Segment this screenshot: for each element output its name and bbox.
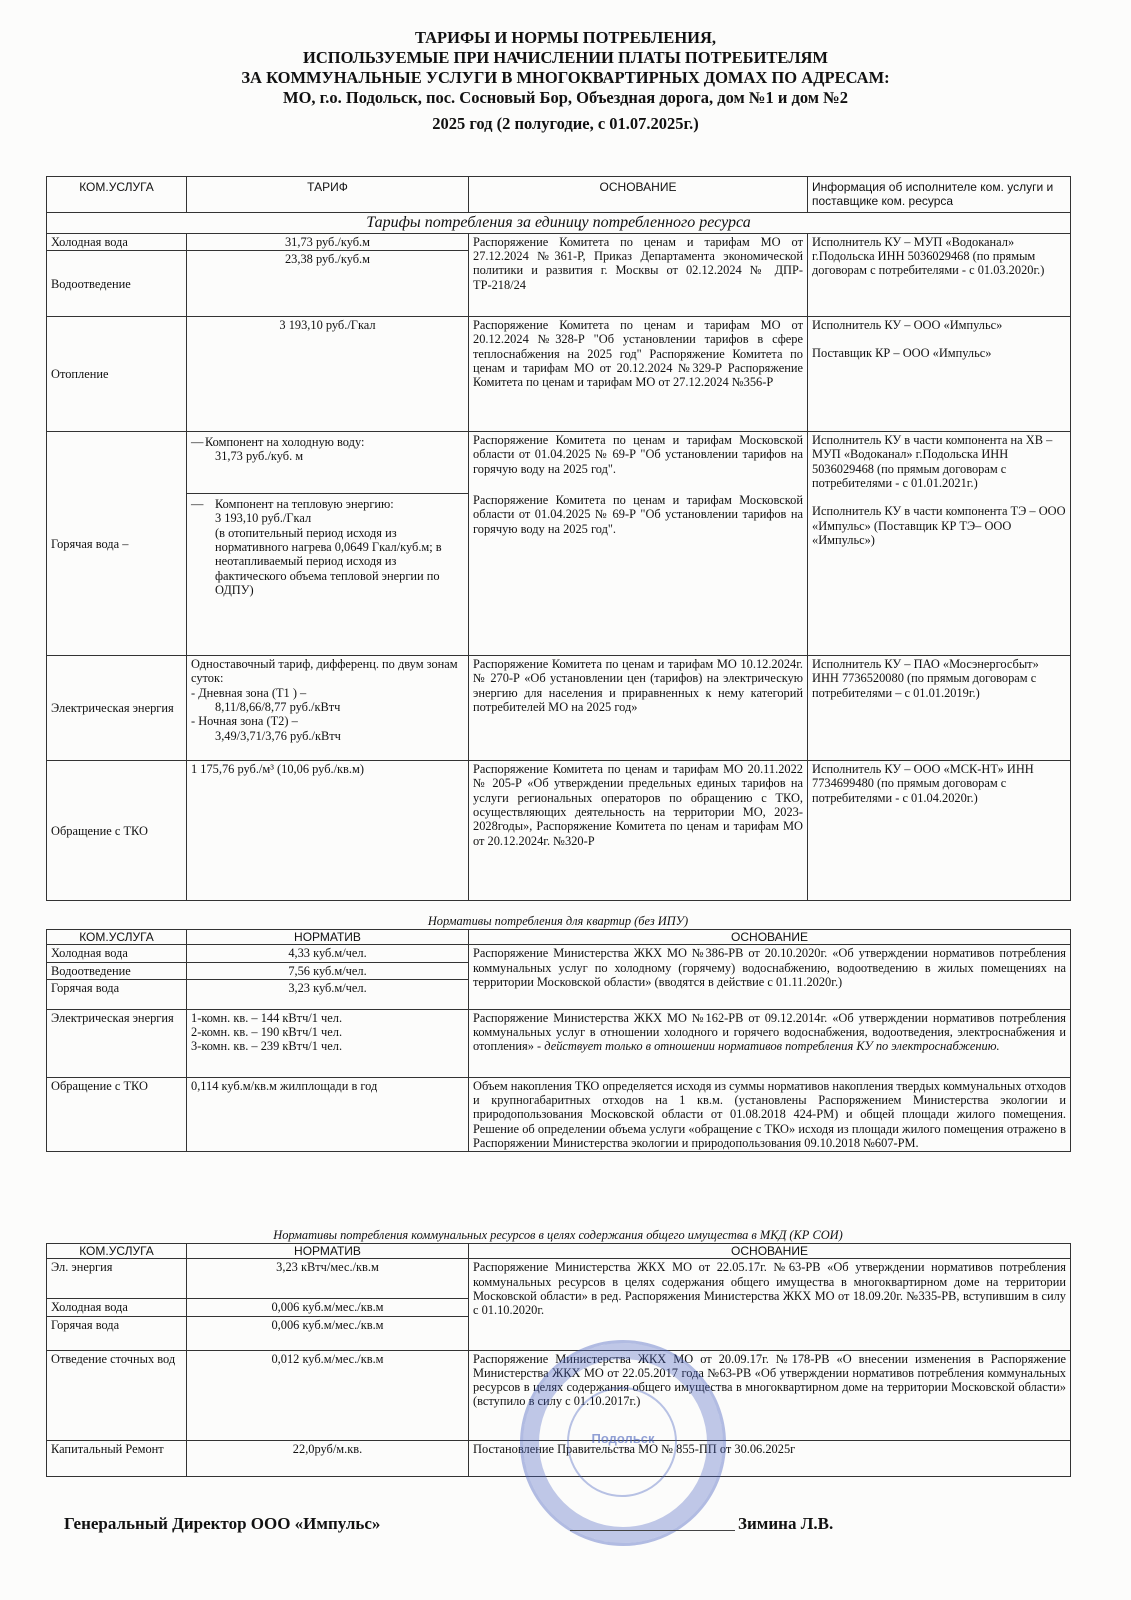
- norm-2-room: 2-комн. кв. – 190 кВтч/1 чел.: [191, 1025, 343, 1040]
- component-2-title: Компонент на тепловую энергию:: [215, 497, 394, 512]
- common-norm-sewage: 0,012 куб.м/мес./кв.м: [187, 1350, 469, 1440]
- common-norm-capital-repair: 22,0руб/м.кв.: [187, 1440, 469, 1476]
- stamp-city: Подольск: [591, 1431, 655, 1446]
- provider-heating-executor: Исполнитель КУ – ООО «Импульс»: [812, 318, 1003, 333]
- provider-hot-water: [808, 432, 1071, 656]
- norm-service-hot-water: Горячая вода: [47, 979, 187, 1009]
- basis-hot-water-2: Распоряжение Комитета по ценам и тарифам Московской области от 01.04.2025 № 69-Р "Об установлении тарифов на горячую воду на 2025 год".: [473, 493, 803, 536]
- document-title: [0, 28, 1131, 134]
- norm-value-electricity: [187, 1009, 469, 1077]
- director-name: Зимина Л.В.: [738, 1514, 834, 1533]
- norm-basis-tko: Объем накопления ТКО определяется исходя из суммы нормативов накопления твердых коммунальных отходов и крупногабаритных отходов на 1 кв.м. (установлены Распоряжением Министерства экологии и природопользования Московской области от 01.08.2018 424-РМ) и общей площади жилого помещения. Решение об определении объема услуги «обращение с ТКО» исходя из площади жилого помещения отражено в Распоряжении Министерства экологии и природопользования 09.10.2018 №607-РМ.: [469, 1077, 1071, 1151]
- norm-value-tko: 0,114 куб.м/кв.м жилплощади в год: [187, 1077, 469, 1151]
- table-row: [47, 317, 1071, 432]
- apartment-norms-table: [46, 929, 1071, 1152]
- service-hot-water: Горячая вода –: [47, 432, 187, 656]
- table-row: [47, 1009, 1071, 1077]
- provider-heating: [808, 317, 1071, 432]
- director-position: Генеральный Директор ООО «Импульс»: [64, 1514, 381, 1533]
- provider-heating-supplier: Поставщик КР – ООО «Импульс»: [812, 346, 992, 361]
- hot-water-component-1: [187, 432, 468, 494]
- component-1-value: 31,73 руб./куб. м: [215, 449, 304, 464]
- basis-electricity: Распоряжение Комитета по ценам и тарифам МО 10.12.2024г. № 270-Р «Об установлении цен (тарифов) на электрическую энергию для населения и приравненных к нему категорий потребителей МО на 2025 год»: [469, 656, 808, 761]
- col-header-service: КОМ.УСЛУГА: [47, 1244, 187, 1259]
- table-row: [47, 656, 1071, 761]
- col-header-basis: ОСНОВАНИЕ: [469, 1244, 1071, 1259]
- component-2-note: (в отопительный период исходя из нормативного нагрева 0,0649 Гкал/куб.м; в неотапливаемый период исходя из фактического объема тепловой энергии по ОДПУ): [215, 525, 442, 597]
- col-header-service: КОМ.УСЛУГА: [47, 930, 187, 945]
- title-address: МО, г.о. Подольск, пос. Сосновый Бор, Объездная дорога, дом №1 и дом №2: [283, 88, 848, 107]
- dash-icon: —: [191, 497, 204, 512]
- tariff-tko: 1 175,76 руб./м³ (10,06 руб./кв.м): [187, 761, 469, 901]
- tariff-hot-water: [187, 432, 469, 656]
- common-service-sewage: Отведение сточных вод: [47, 1350, 187, 1440]
- title-line-1: ТАРИФЫ И НОРМЫ ПОТРЕБЛЕНИЯ,: [414, 28, 717, 47]
- provider-electricity: Исполнитель КУ – ПАО «Мосэнергосбыт» ИНН 7736520080 (по прямым договорам с потребителями – с 01.01.2019г.): [808, 656, 1071, 761]
- tariffs-table: [46, 176, 1071, 901]
- provider-water: Исполнитель КУ – МУП «Водоканал» г.Подольска ИНН 5036029468 (по прямым договорам с потребителями - с 01.03.2020г.): [808, 233, 1071, 316]
- norm-1-room: 1-комн. кв. – 144 кВтч/1 чел.: [191, 1010, 343, 1025]
- norm-value-drainage: 7,56 куб.м/чел.: [187, 962, 469, 979]
- common-service-cold-water: Холодная вода: [47, 1299, 187, 1316]
- signature-line: [570, 1530, 735, 1531]
- tariffs-subheader: Тарифы потребления за единицу потребленного ресурса: [47, 212, 1071, 233]
- norm-service-electricity: Электрическая энергия: [47, 1009, 187, 1077]
- common-basis-1: Распоряжение Министерства ЖКХ МО от 22.05.17г. №63-РВ «Об утверждении нормативов потребления коммунальных ресурсов в целях содержания общего имущества в многоквартирном доме на территории Московской области» в ред. Распоряжения Министерства ЖКХ МО от 18.09.20г. №335-РВ, вступившим в силу с 01.10.2020г.: [469, 1259, 1071, 1350]
- basis-hot-water: [469, 432, 808, 656]
- norm-basis-electricity-text: Распоряжение Министерства ЖКХ МО №162-РВ от 09.12.2014г. «Об утверждении нормативов потребления коммунальных услуг в отношении холодного и горячего водоснабжения, водоотведения, электроснабжения и отопления» -: [473, 1010, 1066, 1054]
- official-stamp: [520, 1340, 726, 1546]
- common-header-row: [47, 1244, 1071, 1259]
- basis-water: Распоряжение Комитета по ценам и тарифам МО от 27.12.2024 №361-Р, Приказ Департамента экономической политики и развития г. Москвы от 02.12.2024 № ДПР-ТР-218/24: [469, 233, 808, 316]
- table-row: [47, 1259, 1071, 1299]
- apartment-norms-caption: Нормативы потребления для квартир (без ИПУ): [427, 914, 689, 928]
- norm-basis-electricity-note: действует только в отношении нормативов потребления КУ по электроснабжению.: [544, 1039, 1000, 1054]
- tariff-heating: 3 193,10 руб./Гкал: [187, 317, 469, 432]
- table-row: [47, 432, 1071, 656]
- title-line-3: ЗА КОММУНАЛЬНЫЕ УСЛУГИ В МНОГОКВАРТИРНЫХ ДОМАХ ПО АДРЕСАМ:: [241, 68, 890, 87]
- night-zone-label: - Ночная зона (Т2) –: [191, 714, 298, 729]
- hot-water-component-2: [187, 494, 468, 600]
- norm-basis-electricity: [469, 1009, 1071, 1077]
- common-norm-hot-water: 0,006 куб.м/мес./кв.м: [187, 1316, 469, 1350]
- common-service-capital-repair: Капитальный Ремонт: [47, 1440, 187, 1476]
- tariff-drainage: 23,38 руб./куб.м: [187, 251, 469, 317]
- basis-hot-water-1: Распоряжение Комитета по ценам и тарифам Московской области от 01.04.2025 № 69-Р "Об установлении тарифов на горячую воду на 2025 год".: [473, 433, 803, 476]
- basis-heating: Распоряжение Комитета по ценам и тарифам МО от 20.12.2024 №328-Р "Об установлении тарифов в сфере теплоснабжения на 2025 год" Распоряжение Комитета по ценам и тарифам МО от 20.12.2024 №329-Р Распоряжение Комитета по ценам и тарифам МО от 27.12.2024 №356-Р: [469, 317, 808, 432]
- component-2-value: 3 193,10 руб./Гкал: [215, 511, 312, 526]
- col-header-provider: Информация об исполнителе ком. услуги и поставщике ком. ресурса: [808, 177, 1071, 213]
- col-header-norm: НОРМАТИВ: [187, 930, 469, 945]
- component-1-title: Компонент на холодную воду:: [205, 435, 365, 450]
- common-norm-electricity: 3,23 кВтч/мес./кв.м: [187, 1259, 469, 1299]
- service-drainage: Водоотведение: [47, 251, 187, 317]
- provider-tko: Исполнитель КУ – ООО «МСК-НТ» ИНН 7734699480 (по прямым договорам с потребителями - с 01.04.2020г.): [808, 761, 1071, 901]
- day-zone-value: 8,11/8,66/8,77 руб./кВтч: [215, 700, 341, 715]
- table-row: [47, 761, 1071, 901]
- col-header-tariff: ТАРИФ: [187, 177, 469, 213]
- title-period: 2025 год (2 полугодие, с 01.07.2025г.): [432, 114, 699, 133]
- col-header-service: КОМ.УСЛУГА: [47, 177, 187, 213]
- common-basis-sewage: Распоряжение Министерства ЖКХ МО от 20.09.17г. №178-РВ «О внесении изменения в Распоряжение Министерства ЖКХ МО от 22.05.2017 года №63-РВ «Об утверждении нормативов потребления коммунальных ресурсов в целях содержания общего имущества в многоквартирном доме на территории Московской области» (вступило в силу с 01.10.2017г.): [469, 1350, 1071, 1440]
- col-header-norm: НОРМАТИВ: [187, 1244, 469, 1259]
- norm-3-room: 3-комн. кв. – 239 кВтч/1 чел.: [191, 1039, 343, 1054]
- tariff-electricity: [187, 656, 469, 761]
- common-basis-capital-repair: Постановление Правительства МО № 855-ПП от 30.06.2025г: [469, 1440, 1071, 1476]
- service-electricity: Электрическая энергия: [47, 656, 187, 761]
- common-service-electricity: Эл. энергия: [47, 1259, 187, 1299]
- norm-service-cold-water: Холодная вода: [47, 945, 187, 962]
- tariff-cold-water: 31,73 руб./куб.м: [187, 233, 469, 250]
- service-cold-water: Холодная вода: [47, 233, 187, 250]
- tariffs-subheader-row: [47, 212, 1071, 233]
- col-header-basis: ОСНОВАНИЕ: [469, 177, 808, 213]
- night-zone-value: 3,49/3,71/3,76 руб./кВтч: [215, 728, 341, 743]
- norms-header-row: [47, 930, 1071, 945]
- electricity-tariff-title: Одноставочный тариф, дифференц. по двум зонам суток:: [191, 657, 458, 686]
- norm-basis-water: Распоряжение Министерства ЖКХ МО №386-РВ от 20.10.2020г. «Об утверждении нормативов потребления коммунальных услуг по холодному (горячему) водоснабжению, водоотведению в жилых помещениях на территории Московской области» (вводятся в действие с 01.11.2020г.): [469, 945, 1071, 1010]
- day-zone-label: - Дневная зона (Т1 ) –: [191, 685, 307, 700]
- common-property-caption: Нормативы потребления коммунальных ресурсов в целях содержания общего имущества в МКД (КР СОИ): [273, 1228, 843, 1242]
- service-heating: Отопление: [47, 317, 187, 432]
- col-header-basis: ОСНОВАНИЕ: [469, 930, 1071, 945]
- basis-tko: Распоряжение Комитета по ценам и тарифам МО 20.11.2022 № 205-Р «Об утверждении предельных единых тарифов на услуги региональных операторов по обращению с ТКО, осуществляющих деятельность на территории МО, 2023-2028годы», Распоряжение Комитета по ценам и тарифам МО от 20.12.2024г. №320-Р: [469, 761, 808, 901]
- norm-value-hot-water: 3,23 куб.м/чел.: [187, 979, 469, 1009]
- service-tko: Обращение с ТКО: [47, 761, 187, 901]
- table-row: [47, 945, 1071, 962]
- provider-hot-water-1: Исполнитель КУ в части компонента на ХВ – МУП «Водоканал» г.Подольска ИНН 5036029468 (по прямым договорам с потребителями - с 01.01.2021г.): [812, 433, 1053, 491]
- common-norm-cold-water: 0,006 куб.м/мес./кв.м: [187, 1299, 469, 1316]
- title-line-2: ИСПОЛЬЗУЕМЫЕ ПРИ НАЧИСЛЕНИИ ПЛАТЫ ПОТРЕБИТЕЛЯМ: [303, 48, 828, 67]
- norm-value-cold-water: 4,33 куб.м/чел.: [187, 945, 469, 962]
- dash-icon: —: [191, 435, 204, 450]
- norm-service-drainage: Водоотведение: [47, 962, 187, 979]
- table-row: [47, 1077, 1071, 1151]
- norm-service-tko: Обращение с ТКО: [47, 1077, 187, 1151]
- table-row: [47, 233, 1071, 250]
- provider-hot-water-2: Исполнитель КУ в части компонента ТЭ – ООО «Импульс» (Поставщик КР ТЭ– ООО «Импульс»): [812, 504, 1066, 547]
- common-service-hot-water: Горячая вода: [47, 1316, 187, 1350]
- tariffs-header-row: [47, 177, 1071, 213]
